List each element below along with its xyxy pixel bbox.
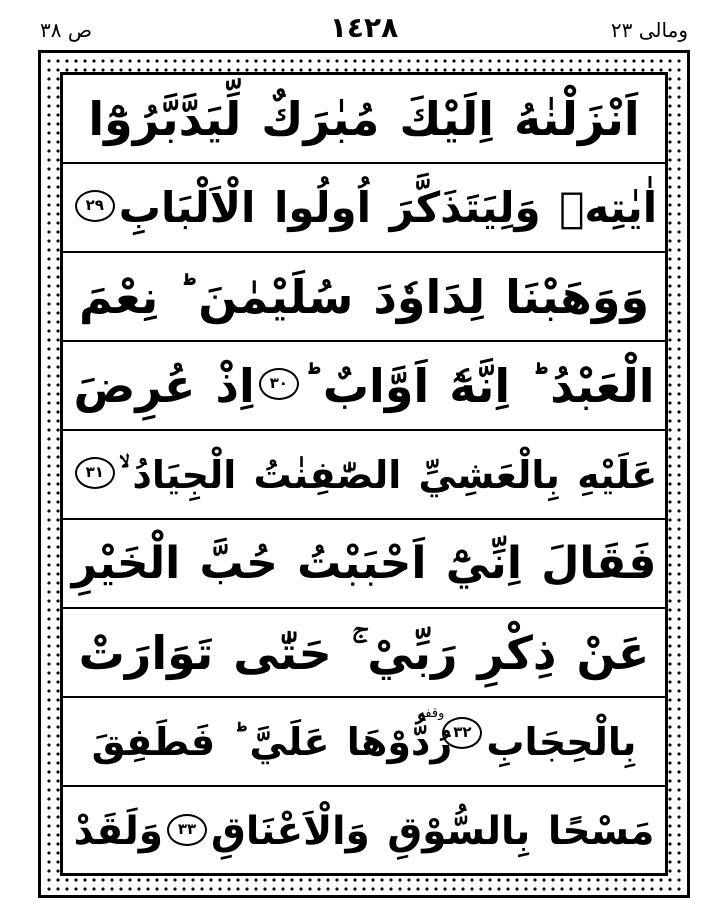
verse-lines <box>63 75 665 873</box>
surah-name: ص ٣٨ <box>40 18 93 42</box>
ayah-number-marker: ٣٢ <box>442 717 482 749</box>
ayah-number-marker: ٣١ <box>75 457 115 489</box>
page-frame <box>38 50 690 898</box>
page-number: ١٤٢٨ <box>329 11 399 44</box>
line-text: اَنْزَلْنٰهُ اِلَيْكَ مُبٰرَكٌ لِّيَدَّبَّرُوْٓا <box>88 91 640 146</box>
line-text: فَقَالَ اِنِّيْٓ اَحْبَبْتُ حُبَّ الْخَيْرِ <box>71 537 657 589</box>
line-text-after-marker: رُدُّوْهَا عَلَيَّ ؕ فَطَفِقَ <box>91 719 453 764</box>
ayah-number-marker: ٣٣ <box>167 814 207 846</box>
line-text: عَلَيْهِ بِالْعَشِيِّ الصّٰفِنٰتُ الْجِيَادُ ۙ <box>118 452 658 497</box>
line-text-after-marker: وَلَقَدْ <box>73 808 164 854</box>
ayah-number-marker: ٢٩ <box>75 190 115 222</box>
waqfa-label: وقفه <box>418 706 445 721</box>
line-text: مَسْحًا بِالسُّوْقِ وَالْاَعْنَاقِ <box>211 808 655 854</box>
verse-line-6 <box>63 520 665 609</box>
verse-line-8 <box>63 698 665 787</box>
verse-line-4 <box>63 342 665 431</box>
verse-line-2 <box>63 164 665 253</box>
line-text: بِالْحِجَابِ <box>486 719 637 764</box>
verse-line-9 <box>63 787 665 876</box>
juz-name: ومالى ٢٣ <box>610 18 688 42</box>
line-text: عَنْ ذِكْرِ رَبِّيْ ۚ حَتّٰى تَوَارَتْ <box>78 625 650 680</box>
decorative-border <box>45 57 683 891</box>
line-text-after-marker: اِذْ عُرِضَ <box>73 358 255 413</box>
line-text: وَوَهَبْنَا لِدَاوٗدَ سُلَيْمٰنَ ؕ نِعْمَ <box>78 269 650 324</box>
verse-line-7 <box>63 609 665 698</box>
line-text: اٰيٰتِهٖ وَلِيَتَذَكَّرَ اُولُوا الْاَلْبَابِ <box>118 182 658 232</box>
ayah-number-marker: ٣٠ <box>259 368 299 400</box>
verse-line-5 <box>63 431 665 520</box>
line-text: الْعَبْدُ ؕ اِنَّهٗٓ اَوَّابٌ ؕ <box>302 358 655 413</box>
text-frame <box>60 72 668 876</box>
verse-line-1 <box>63 75 665 164</box>
page-header <box>40 8 688 48</box>
verse-line-3 <box>63 253 665 342</box>
